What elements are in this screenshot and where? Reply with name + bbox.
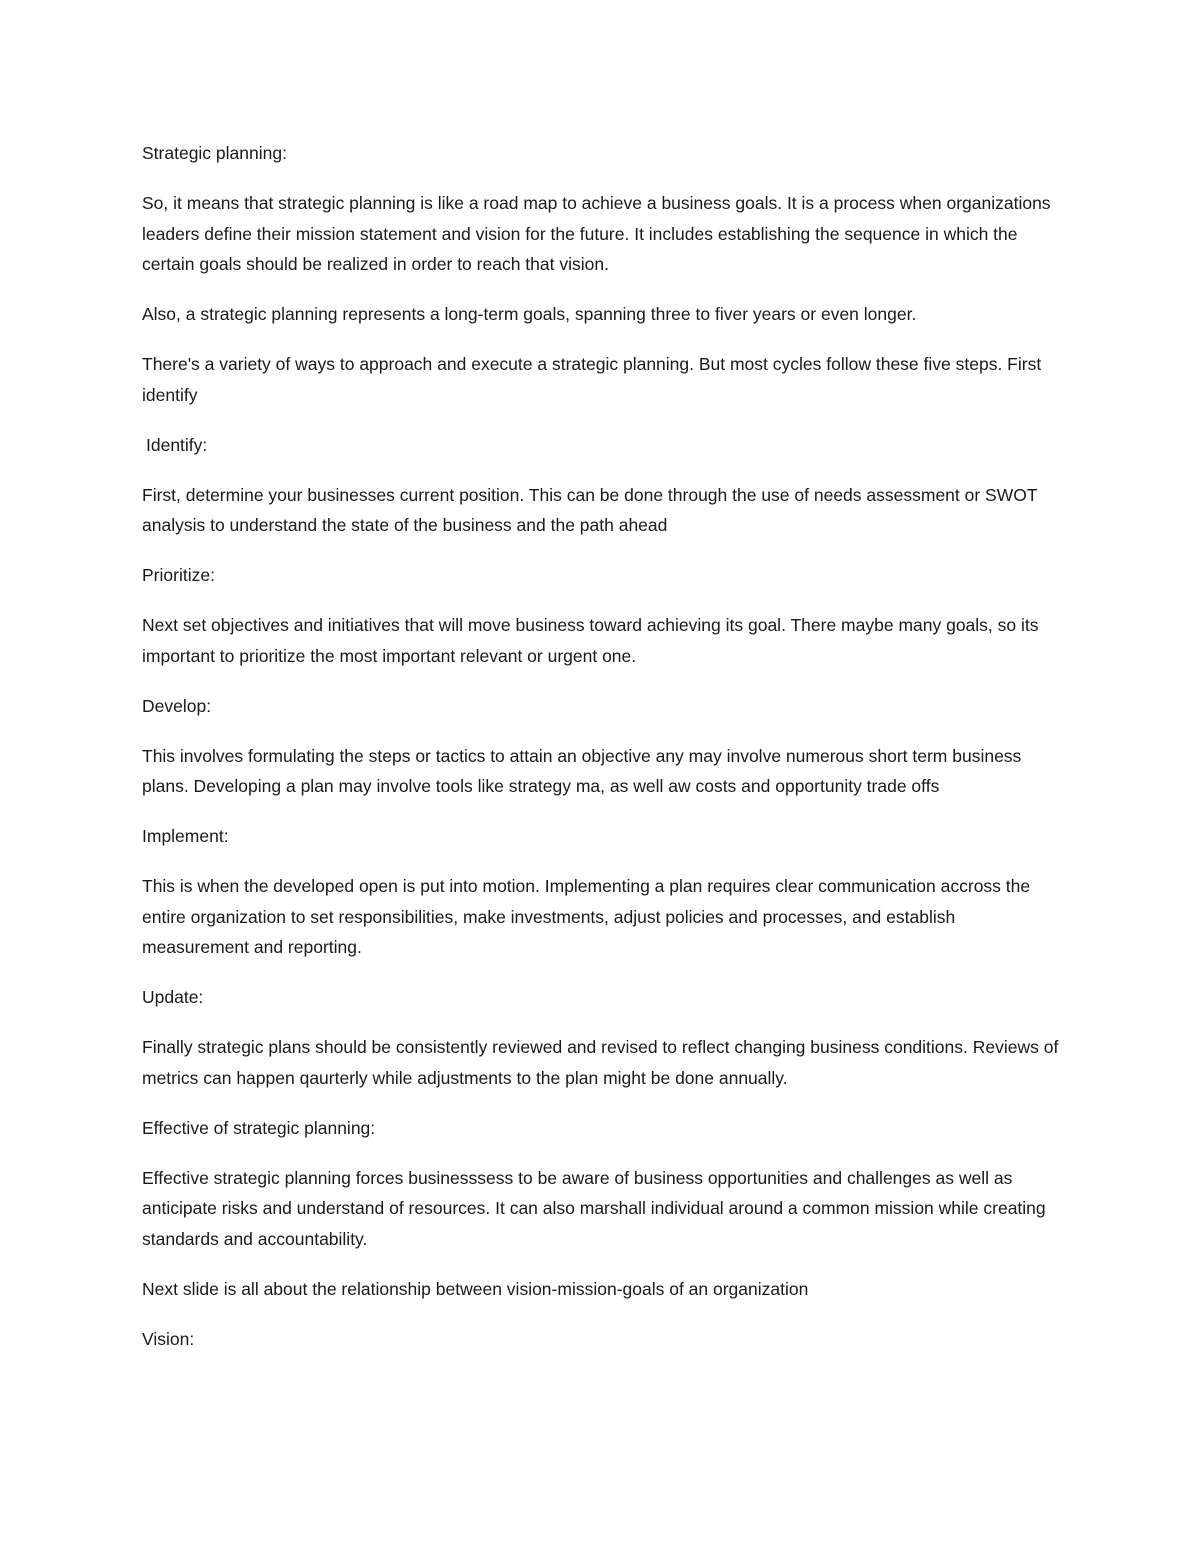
heading-implement: Implement:: [142, 826, 229, 846]
heading-identify: Identify:: [146, 434, 208, 455]
document-body: [142, 138, 1067, 1374]
paragraph-effective: Effective strategic planning forces businesssess to be aware of business opportunities and challenges as well as anticipate risks and understand of resources. It can also marshall individual around a common mission while creating standards and accountability.: [142, 1167, 1046, 1249]
paragraph-next-slide: Next slide is all about the relationship between vision-mission-goals of an organization: [142, 1278, 809, 1299]
heading-vision: Vision:: [142, 1328, 195, 1349]
paragraph-prioritize: Next set objectives and initiatives that will move business toward achieving its goal. There maybe many goals, so its important to prioritize the most important relevant or urgent one.: [142, 615, 1039, 666]
heading-strategic-planning: Strategic planning:: [142, 143, 287, 163]
paragraph-identify: First, determine your businesses current position. This can be done through the use of needs assessment or SWOT analysis to understand the state of the business and the path ahead: [142, 484, 1038, 535]
paragraph-update: Finally strategic plans should be consistently reviewed and revised to reflect changing business conditions. Reviews of metrics can happen qaurterly while adjustments to the plan might be done annually.: [142, 1037, 1059, 1088]
paragraph-long-term: Also, a strategic planning represents a long-term goals, spanning three to fiver years or even longer.: [142, 304, 917, 324]
paragraph-implement: This is when the developed open is put into motion. Implementing a plan requires clear communication accross the entire organization to set responsibilities, make investments, adjust policies and processes, and establish measurement and reporting.: [142, 876, 1031, 957]
heading-update: Update:: [142, 987, 204, 1007]
heading-effective: Effective of strategic planning:: [142, 1117, 376, 1138]
paragraph-develop: This involves formulating the steps or tactics to attain an objective any may involve numerous short term business plans. Developing a plan may involve tools like strategy ma, as well aw costs and opportunity trade offs: [142, 745, 1022, 796]
heading-develop: Develop:: [142, 695, 212, 716]
heading-prioritize: Prioritize:: [142, 565, 215, 585]
paragraph-definition: So, it means that strategic planning is like a road map to achieve a business goals. It is a process when organizations leaders define their mission statement and vision for the future. It includes establishing the sequence in which the certain goals should be realized in order to reach that vision.: [142, 193, 1051, 274]
paragraph-five-steps: There's a variety of ways to approach and execute a strategic planning. But most cycles follow these five steps. First identify: [142, 354, 1042, 405]
